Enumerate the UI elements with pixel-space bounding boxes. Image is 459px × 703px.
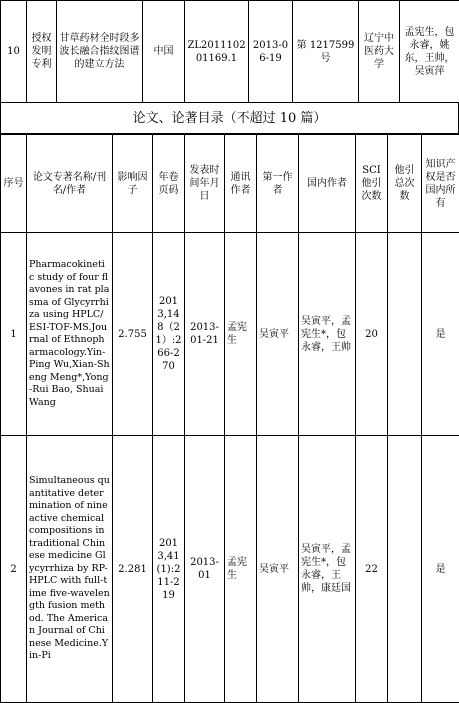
patent-index: 10	[1, 1, 27, 103]
papers-table	[0, 134, 459, 703]
paper-impact: 2.755	[113, 233, 153, 436]
header-ip: 知识产权是否国内所有	[422, 135, 459, 233]
table-row	[1, 436, 459, 703]
paper-corresponding: 孟宪生	[225, 436, 257, 703]
patent-table	[0, 0, 459, 103]
paper-sci: 20	[356, 233, 388, 436]
header-title: 论文专著名称/刊名/作者	[27, 135, 113, 233]
paper-impact: 2.281	[113, 436, 153, 703]
patent-date: 2013-06-19	[249, 1, 293, 103]
paper-no: 1	[1, 233, 27, 436]
patent-type: 授权发明专利	[27, 1, 57, 103]
paper-no: 2	[1, 436, 27, 703]
paper-date: 2013-01	[185, 436, 225, 703]
paper-first: 吴寅平	[257, 436, 299, 703]
patent-country: 中国	[143, 1, 185, 103]
patent-cert: 第 1217599 号	[293, 1, 359, 103]
paper-domestic: 吴寅平，孟宪生*，包永睿，王帅，康廷国	[299, 436, 356, 703]
header-volume: 年卷页码	[153, 135, 185, 233]
header-other: 他引总次数	[388, 135, 422, 233]
paper-first: 吴寅平	[257, 233, 299, 436]
paper-date: 2013-01-21	[185, 233, 225, 436]
section-title: 论文、论著目录（不超过 10 篇）	[1, 103, 459, 134]
header-impact: 影响因子	[113, 135, 153, 233]
paper-other	[388, 233, 422, 436]
paper-other	[388, 436, 422, 703]
patent-inventors: 孟宪生，包永睿，姚东，王帅，吴寅萍	[400, 1, 459, 103]
section-title-table	[0, 102, 459, 134]
patent-number: ZL201110201169.1	[185, 1, 249, 103]
paper-title: Pharmacokinetic study of four flavones in rat plasma of Glycyrrhiza using HPLC/ESI-TOF-MS.Journal of Ethnopharmacology.Yin-Ping Wu,Xian-Sheng Meng*,Yong-Rui Bao, Shuai Wang	[27, 233, 113, 436]
paper-ip: 是	[422, 233, 459, 436]
paper-volume: 2013,148（21）:266-270	[153, 233, 185, 436]
header-domestic: 国内作者	[299, 135, 356, 233]
paper-domestic: 吴寅平，孟宪生*，包永睿，王帅	[299, 233, 356, 436]
header-date: 发表时间年月日	[185, 135, 225, 233]
header-no: 序号	[1, 135, 27, 233]
patent-holder: 辽宁中医药大学	[359, 1, 400, 103]
header-corresponding: 通讯作者	[225, 135, 257, 233]
paper-ip: 是	[422, 436, 459, 703]
table-row	[1, 233, 459, 436]
header-first: 第一作者	[257, 135, 299, 233]
paper-title: Simultaneous quantitative determination of nine active chemical compositions in traditional Chinese medicine Glycyrrhiza by RP-HPLC with full-time five-wavelength fusion method. The American Journal of Chinese Medicine.Yin-Pi	[27, 436, 113, 703]
header-sci: SCI 他引次数	[356, 135, 388, 233]
paper-corresponding: 孟宪生	[225, 233, 257, 436]
patent-name: 甘草药材全时段多波长融合指纹图谱的建立方法	[57, 1, 143, 103]
paper-volume: 2013,41(1):211-219	[153, 436, 185, 703]
paper-sci: 22	[356, 436, 388, 703]
